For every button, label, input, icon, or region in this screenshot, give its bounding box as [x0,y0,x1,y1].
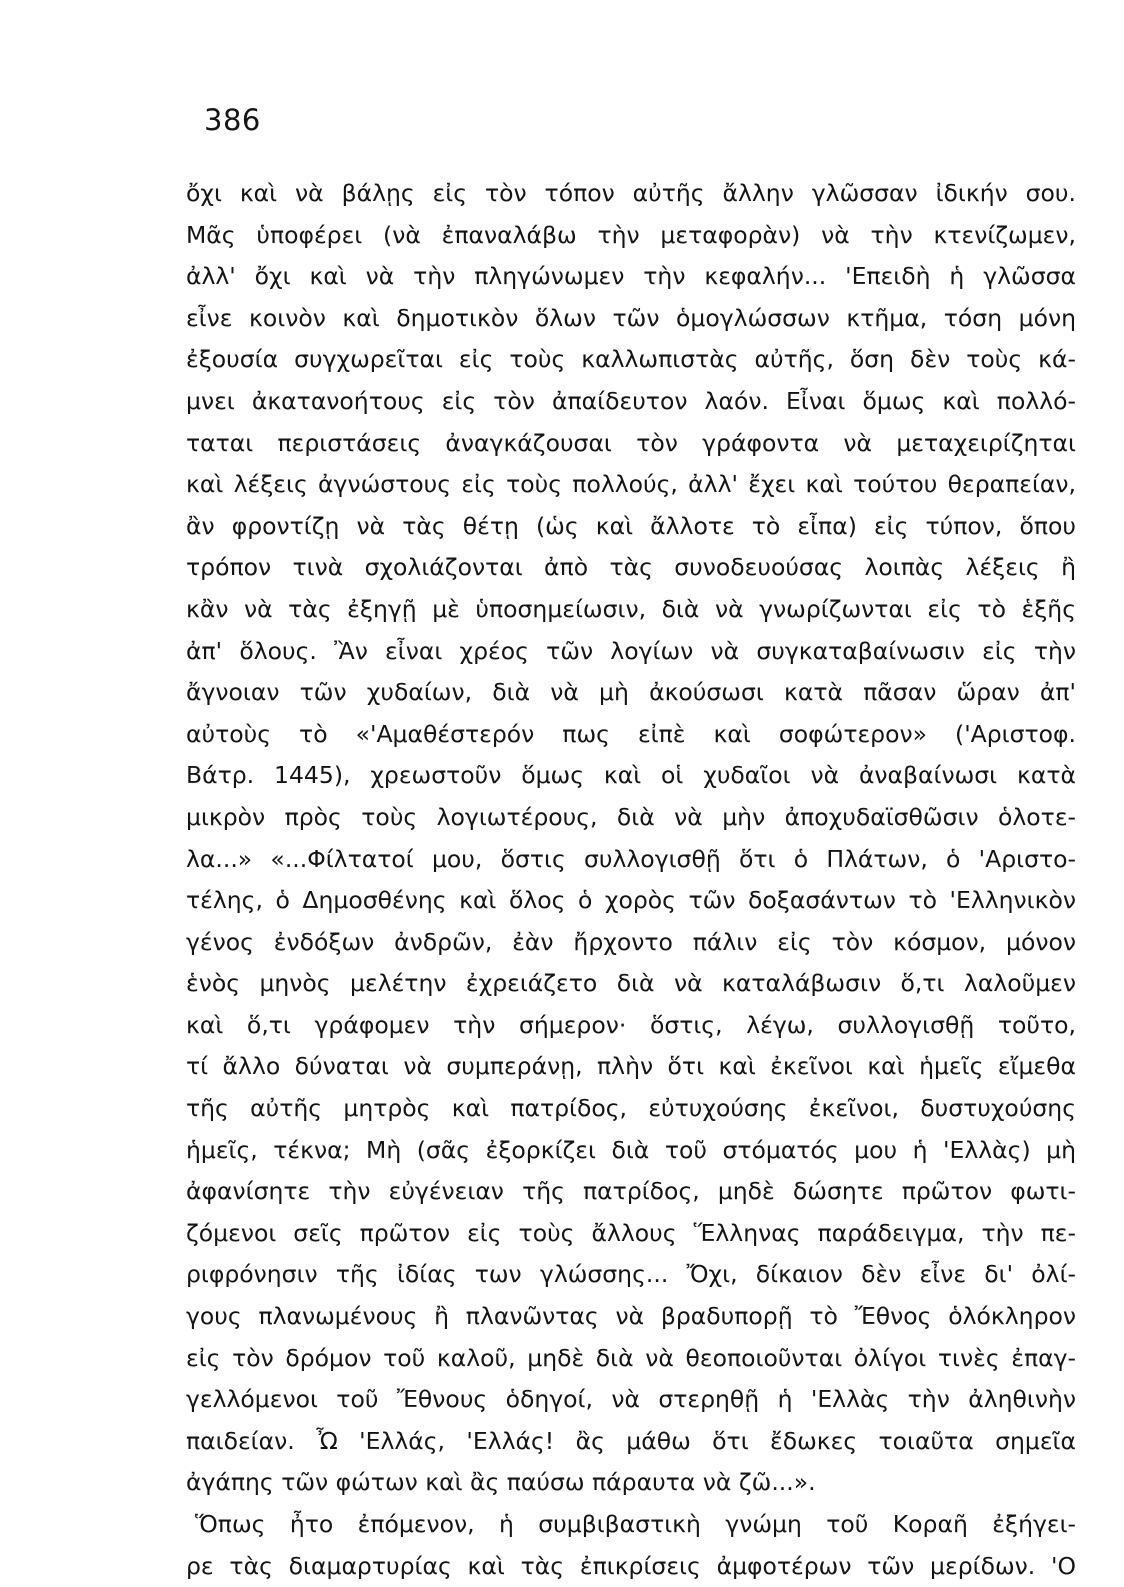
page-number: 386 [204,103,261,137]
text-line: ρε τὰς διαμαρτυρίας καὶ τὰς ἐπικρίσεις ἀμφοτέρων τῶν μερίδων. 'Ο [186,1551,1076,1580]
text-line: εἰς τὸν δρόμον τοῦ καλοῦ, μηδὲ διὰ νὰ θεοποιοῦνται ὀλίγοι τινὲς ἐπαγ- [186,1343,1076,1372]
text-line: καὶ λέξεις ἀγνώστους εἰς τοὺς πολλούς, ἀλλ' ἔχει καὶ τούτου θεραπείαν, [186,470,1076,499]
text-line: γους πλανωμένους ἢ πλανῶντας νὰ βραδυπορῇ τὸ Ἔθνος ὁλόκληρον [186,1302,1076,1331]
text-line: Μᾶς ὑποφέρει (νὰ ἐπαναλάβω τὴν μεταφορὰν) νὰ τὴν κτενίζωμεν, [186,220,1076,249]
text-line: παιδείαν. Ὦ 'Ελλάς, 'Ελλάς! ἂς μάθω ὅτι ἔδωκες τοιαῦτα σημεῖα [186,1426,1076,1455]
text-line: μνει ἀκατανοήτους εἰς τὸν ἀπαίδευτον λαόν. Εἶναι ὅμως καὶ πολλό- [186,386,1076,415]
text-line: ταται περιστάσεις ἀναγκάζουσαι τὸν γράφοντα νὰ μεταχειρίζηται [186,428,1076,457]
text-line: κἂν νὰ τὰς ἐξηγῇ μὲ ὑποσημείωσιν, διὰ νὰ γνωρίζωνται εἰς τὸ ἑξῆς [186,594,1076,623]
text-line: ζόμενοι σεῖς πρῶτον εἰς τοὺς ἄλλους Ἕλληνας παράδειγμα, τὴν πε- [186,1218,1076,1247]
text-line: τρόπον τινὰ σχολιάζονται ἀπὸ τὰς συνοδευούσας λοιπὰς λέξεις ἢ [186,553,1076,582]
text-line: ἐξουσία συγχωρεῖται εἰς τοὺς καλλωπιστὰς αὐτῆς, ὅση δὲν τοὺς κά- [186,345,1076,374]
text-line: τῆς αὐτῆς μητρὸς καὶ πατρίδος, εὐτυχούσης ἐκεῖνοι, δυστυχούσης [186,1094,1076,1123]
text-line: τί ἄλλο δύναται νὰ συμπεράνῃ, πλὴν ὅτι καὶ ἐκεῖνοι καὶ ἡμεῖς εἴμεθα [186,1052,1076,1081]
text-line: ἄγνοιαν τῶν χυδαίων, διὰ νὰ μὴ ἀκούσωσι κατὰ πᾶσαν ὥραν ἀπ' [186,678,1076,707]
text-line: εἶνε κοινὸν καὶ δημοτικὸν ὅλων τῶν ὁμογλώσσων κτῆμα, τόση μόνη [186,303,1076,332]
text-line: μικρὸν πρὸς τοὺς λογιωτέρους, διὰ νὰ μὴν ἀποχυδαϊσθῶσιν ὁλοτε- [186,802,1076,831]
text-line: γελλόμενοι τοῦ Ἔθνους ὁδηγοί, νὰ στερηθῇ ἡ 'Ελλὰς τὴν ἀληθινὴν [186,1385,1076,1414]
text-line: ἀλλ' ὄχι καὶ νὰ τὴν πληγώνωμεν τὴν κεφαλήν... 'Επειδὴ ἡ γλῶσσα [186,262,1076,291]
text-line: τέλης, ὁ Δημοσθένης καὶ ὅλος ὁ χορὸς τῶν δοξασάντων τὸ 'Ελληνικὸν [186,886,1076,915]
text-line: λα...» «...Φίλτατοί μου, ὅστις συλλογισθῇ ὅτι ὁ Πλάτων, ὁ 'Αριστο- [186,844,1076,873]
text-line: Ὅπως ἦτο ἐπόμενον, ἡ συμβιβαστικὴ γνώμη τοῦ Κοραῆ ἐξήγει- [195,1510,1076,1538]
text-line: ὄχι καὶ νὰ βάλῃς εἰς τὸν τόπον αὐτῆς ἄλλην γλῶσσαν ἰδικήν σου. [186,179,1076,207]
text-line: ἀφανίσητε τὴν εὐγένειαν τῆς πατρίδος, μηδὲ δώσητε πρῶτον φωτι- [186,1177,1076,1206]
text-line: Βάτρ. 1445), χρεωστοῦν ὅμως καὶ οἱ χυδαῖοι νὰ ἀναβαίνωσι κατὰ [186,761,1076,790]
text-line: ἂν φροντίζῃ νὰ τὰς θέτῃ (ὡς καὶ ἄλλοτε τὸ εἶπα) εἰς τύπον, ὅπου [186,511,1076,540]
text-line: ἑνὸς μηνὸς μελέτην ἐχρειάζετο διὰ νὰ καταλάβωσιν ὅ,τι λαλοῦμεν [186,969,1076,998]
text-line: γένος ἐνδόξων ἀνδρῶν, ἐὰν ἤρχοντο πάλιν εἰς τὸν κόσμον, μόνον [186,927,1076,956]
text-line: ριφρόνησιν τῆς ἰδίας των γλώσσης... Ὄχι, δίκαιον δὲν εἶνε δι' ὀλί- [186,1260,1076,1289]
text-line: αὐτοὺς τὸ «'Αμαθέστερόν πως εἰπὲ καὶ σοφώτερον» ('Αριστοφ. [186,719,1076,748]
text-line: ἀπ' ὅλους. Ἂν εἶναι χρέος τῶν λογίων νὰ συγκαταβαίνωσιν εἰς τὴν [186,636,1076,665]
text-line: ἀγάπης τῶν φώτων καὶ ἂς παύσω πάραυτα νὰ ζῶ...». [186,1468,816,1497]
body-text [186,173,1076,1587]
text-line: καὶ ὅ,τι γράφομεν τὴν σήμερον· ὅστις, λέγω, συλλογισθῇ τοῦτο, [186,1010,1076,1039]
text-line: ἡμεῖς, τέκνα; Μὴ (σᾶς ἐξορκίζει διὰ τοῦ στόματός μου ἡ 'Ελλὰς) μὴ [186,1135,1076,1164]
